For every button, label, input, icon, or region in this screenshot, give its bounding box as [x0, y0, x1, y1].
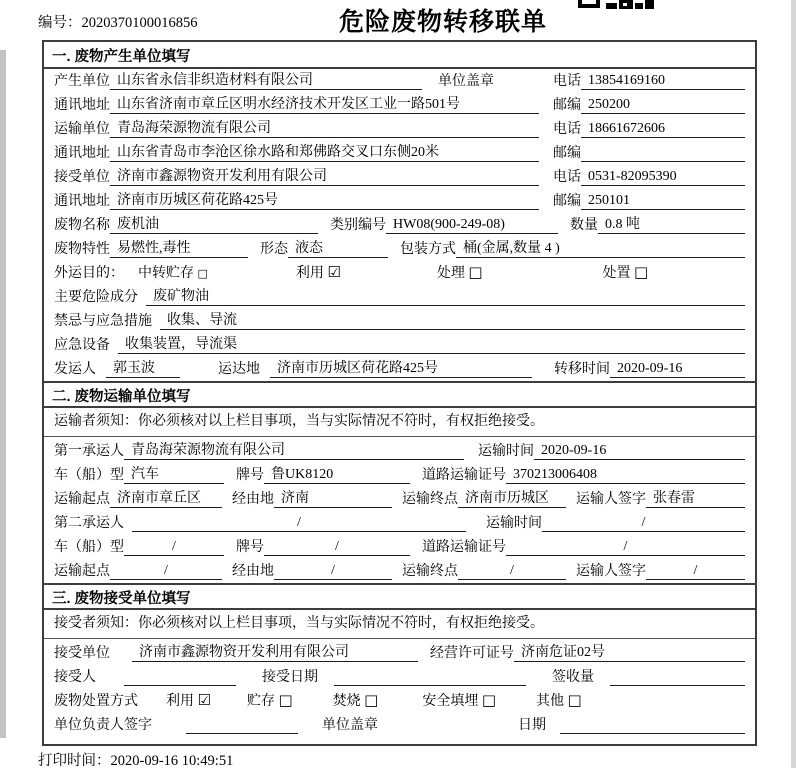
received-qty-value	[610, 669, 745, 686]
responsible-label: 单位负责人签字	[54, 718, 152, 733]
transport-time-label: 运输时间	[486, 516, 542, 531]
phone-label: 电话	[553, 74, 581, 89]
accept-unit-value: 济南市鑫源物资开发利用有限公司	[132, 641, 418, 662]
permit-label: 道路运输证号	[422, 540, 506, 555]
sign-label: 运输人签字	[576, 564, 646, 579]
doc-number-value: 2020370100016856	[81, 15, 198, 31]
producer-zip: 250200	[581, 97, 745, 114]
end-label: 运输终点	[402, 492, 458, 507]
page-edge-left	[0, 50, 6, 738]
plate-label: 牌号	[236, 540, 264, 555]
purpose-row	[44, 261, 755, 285]
date-label: 日期	[518, 718, 546, 733]
sign1-value: 张春雷	[646, 487, 745, 508]
end1-value: 济南市历城区	[458, 487, 566, 508]
vehicle1-row	[44, 463, 755, 487]
purpose-label: 外运目的：	[54, 266, 124, 281]
zip-label: 邮编	[553, 146, 581, 161]
plate-label: 牌号	[236, 468, 264, 483]
transport-time2-value: /	[542, 515, 745, 532]
responsible-row	[44, 713, 755, 737]
carrier1-value: 青岛海荣源物流有限公司	[124, 439, 464, 460]
address-label: 通讯地址	[54, 146, 110, 161]
purpose-option-transfer: 中转贮存 □	[138, 266, 208, 281]
acceptor-value	[124, 669, 236, 686]
via1-value: 济南	[274, 487, 392, 508]
permit-label: 道路运输证号	[422, 468, 506, 483]
plate2-value: /	[264, 539, 410, 556]
vehicle-label: 车（船）型	[54, 540, 124, 555]
permit2-value: /	[506, 539, 745, 556]
accept-date-label: 接受日期	[262, 670, 318, 685]
qr-finder-block	[578, 0, 600, 8]
via-label: 经由地	[232, 492, 274, 507]
page-title: 危险废物转移联单	[338, 8, 547, 36]
manifest-form-table	[42, 40, 757, 746]
transporter-label: 运输单位	[54, 122, 110, 137]
doc-number-label: 编号：	[38, 15, 82, 31]
purpose-option-use: 利用 ☑	[295, 263, 341, 281]
end2-value: /	[458, 563, 566, 580]
traits-label: 废物特性	[54, 242, 110, 257]
emergency-row	[44, 309, 755, 333]
destination-label: 运达地	[218, 362, 260, 377]
print-time-label: 打印时间：	[38, 753, 111, 769]
transfer-time-label: 转移时间	[554, 362, 610, 377]
purpose-option-treat: 处理 □	[436, 263, 483, 281]
route2-row	[44, 559, 755, 583]
route1-row	[44, 487, 755, 511]
checkbox-unchecked-icon: □	[278, 691, 293, 709]
transporter-address-row	[44, 141, 755, 165]
transporter-row	[44, 117, 755, 141]
vehicle-label: 车（船）型	[54, 468, 124, 483]
transporter-value: 青岛海荣源物流有限公司	[110, 117, 539, 138]
producer-phone: 13854169160	[581, 73, 745, 90]
checkbox-unchecked-icon: □	[197, 267, 208, 280]
end-label: 运输终点	[402, 564, 458, 579]
checkbox-checked-icon: ☑	[327, 263, 341, 281]
plate1-value: 鲁UK8120	[264, 463, 410, 484]
destination-value: 济南市历城区荷花路425号	[270, 357, 532, 378]
receiver-address-row	[44, 189, 755, 213]
receiver-notice: 接受者须知：你必须核对以上栏目事项，当与实际情况不符时，有权拒绝接受。	[44, 610, 755, 639]
sign2-value: /	[646, 563, 745, 580]
checkbox-unchecked-icon: □	[567, 691, 582, 709]
receiver-phone: 0531-82095390	[581, 169, 745, 186]
transport-time-label: 运输时间	[478, 444, 534, 459]
producer-label: 产生单位	[54, 74, 110, 89]
carrier1-row	[44, 437, 755, 463]
carrier2-row	[44, 511, 755, 535]
packing-label: 包装方式	[400, 242, 456, 257]
producer-address: 山东省济南市章丘区明水经济技术开发区工业一路501号	[110, 93, 539, 114]
unit-seal-label: 单位盖章	[322, 718, 378, 733]
carrier2-label: 第二承运人	[54, 516, 124, 531]
waste-name-value: 废机油	[110, 213, 318, 234]
disposal-row	[44, 689, 755, 713]
checkbox-unchecked-icon: □	[634, 263, 649, 281]
packing-value: 桶(金属,数量 4 )	[456, 237, 745, 258]
permit1-value: 370213006408	[506, 467, 745, 484]
address-label: 通讯地址	[54, 98, 110, 113]
disposal-option-store: 贮存 □	[246, 691, 293, 709]
hazard-value: 废矿物油	[146, 285, 745, 306]
transporter-notice: 运输者须知：你必须核对以上栏目事项，当与实际情况不符时，有权拒绝接受。	[44, 408, 755, 437]
quantity-value: 0.8 吨	[598, 213, 745, 234]
form-label: 形态	[260, 242, 288, 257]
hazard-label: 主要危险成分	[54, 290, 138, 305]
section1-title: 一. 废物产生单位填写	[44, 42, 755, 69]
emergency-label: 禁忌与应急措施	[54, 314, 152, 329]
traits-value: 易燃性,毒性	[110, 237, 248, 258]
disposal-option-burn: 焚烧 □	[332, 691, 379, 709]
producer-row	[44, 69, 755, 93]
vehicle2-row	[44, 535, 755, 559]
phone-label: 电话	[553, 122, 581, 137]
producer-address-row	[44, 93, 755, 117]
emergency-value: 收集、导流	[160, 309, 745, 330]
date-value	[560, 717, 745, 734]
category-value: HW08(900-249-08)	[386, 217, 558, 234]
zip-label: 邮编	[553, 98, 581, 113]
section2-title: 二. 废物运输单位填写	[44, 381, 755, 408]
waste-name-row	[44, 213, 755, 237]
transporter-phone: 18661672606	[581, 121, 745, 138]
section3-title: 三. 废物接受单位填写	[44, 583, 755, 610]
transport-time1-value: 2020-09-16	[534, 443, 745, 460]
unit-seal-label: 单位盖章	[438, 74, 494, 89]
accept-unit-label: 接受单位	[54, 646, 110, 661]
quantity-label: 数量	[570, 218, 598, 233]
shipper-value: 郭玉波	[106, 357, 180, 378]
qr-code-icon	[578, 0, 654, 9]
page-edge-right	[791, 0, 796, 768]
checkbox-unchecked-icon: □	[364, 691, 379, 709]
checkbox-checked-icon: ☑	[197, 691, 211, 709]
license-value: 济南危证02号	[514, 641, 745, 662]
hazard-row	[44, 285, 755, 309]
acceptor-row	[44, 665, 755, 689]
print-time	[38, 749, 233, 770]
acceptor-label: 接受人	[54, 670, 96, 685]
transfer-time-value: 2020-09-16	[610, 361, 745, 378]
disposal-option-other: 其他 □	[536, 691, 582, 709]
origin-label: 运输起点	[54, 492, 110, 507]
receiver-row	[44, 165, 755, 189]
phone-label: 电话	[553, 170, 581, 185]
form-value: 液态	[288, 237, 388, 258]
responsible-value	[186, 717, 298, 734]
sign-label: 运输人签字	[576, 492, 646, 507]
disposal-label: 废物处置方式	[54, 694, 138, 709]
received-qty-label: 签收量	[552, 670, 594, 685]
equipment-row	[44, 333, 755, 357]
accept-unit-row	[44, 639, 755, 665]
zip-label: 邮编	[553, 194, 581, 209]
waste-name-label: 废物名称	[54, 218, 110, 233]
disposal-option-use: 利用 ☑	[166, 691, 211, 709]
producer-value: 山东省永信非织造材料有限公司	[110, 69, 422, 90]
accept-date-value	[334, 669, 526, 686]
print-time-value: 2020-09-16 10:49:51	[110, 753, 234, 769]
checkbox-unchecked-icon: □	[468, 263, 483, 281]
carrier1-label: 第一承运人	[54, 444, 124, 459]
receiver-value: 济南市鑫源物资开发利用有限公司	[110, 165, 539, 186]
address-label: 通讯地址	[54, 194, 110, 209]
origin-label: 运输起点	[54, 564, 110, 579]
category-label: 类别编号	[330, 218, 386, 233]
vehicle1-value: 汽车	[124, 463, 224, 484]
via-label: 经由地	[232, 564, 274, 579]
waste-traits-row	[44, 237, 755, 261]
license-label: 经营许可证号	[430, 646, 514, 661]
receiver-address: 济南市历城区荷花路425号	[110, 189, 539, 210]
equipment-label: 应急设备	[54, 338, 110, 353]
origin1-value: 济南市章丘区	[110, 487, 222, 508]
receiver-label: 接受单位	[54, 170, 110, 185]
equipment-value: 收集装置，导流渠	[118, 333, 745, 354]
disposal-option-landfill: 安全填埋 □	[422, 691, 497, 709]
shipper-label: 发运人	[54, 362, 96, 377]
via2-value: /	[274, 563, 392, 580]
checkbox-unchecked-icon: □	[481, 691, 497, 709]
shipper-row	[44, 357, 755, 381]
receiver-zip: 250101	[581, 193, 745, 210]
vehicle2-value: /	[124, 539, 224, 556]
carrier2-value: /	[132, 515, 466, 532]
transporter-address: 山东省青岛市李沧区徐水路和郑佛路交叉口东侧20米	[110, 141, 539, 162]
purpose-option-dispose: 处置 □	[602, 263, 649, 281]
origin2-value: /	[110, 563, 222, 580]
transporter-zip	[581, 145, 745, 162]
